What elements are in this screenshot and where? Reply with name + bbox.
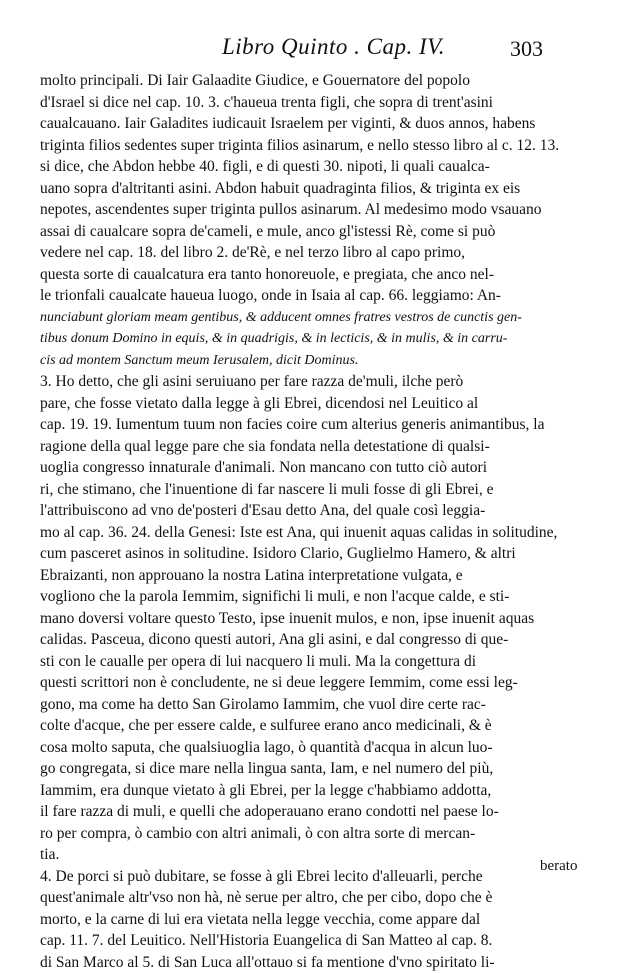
text-line: calidas. Pasceua, dicono questi autori, Ana gli asini, e dal congresso di que-	[40, 629, 600, 651]
page-header	[0, 34, 644, 70]
text-line: tia.	[40, 844, 600, 866]
text-line: gono, ma come ha detto San Girolamo Iammim, che vuol dire certe rac-	[40, 694, 600, 716]
text-line: le trionfali caualcate haueua luogo, onde in Isaia al cap. 66. leggiamo: An-	[40, 285, 600, 307]
text-line: si dice, che Abdon hebbe 40. figli, e di questi 30. nipoti, li quali caualca-	[40, 156, 600, 178]
text-line: 3. Ho detto, che gli asini seruiuano per fare razza de'muli, ilche però	[40, 371, 600, 393]
text-line: caualcauano. Iair Galadites iudicauit Israelem per viginti, & duos annos, habens	[40, 113, 600, 135]
text-line: morto, e la carne di lui era vietata nella legge vecchia, come appare dal	[40, 909, 600, 931]
text-line: uoglia congresso innaturale d'animali. Non mancano con tutto ciò autori	[40, 457, 600, 479]
text-line: nunciabunt gloriam meam gentibus, & adducent omnes fratres vestros de cunctis gen-	[40, 307, 600, 329]
text-line: cum pasceret asinos in solitudine. Isidoro Clario, Guglielmo Hamero, & altri	[40, 543, 600, 565]
text-line: quest'animale altr'vso non hà, nè serue per altro, che per cibo, dopo che è	[40, 887, 600, 909]
text-line: d'Israel si dice nel cap. 10. 3. c'haueua trenta figli, che sopra di trent'asini	[40, 92, 600, 114]
text-line: triginta filios sedentes super triginta filios asinarum, e nello stesso libro al c. 12. 13.	[40, 135, 600, 157]
text-line: il fare razza di muli, e quelli che adoperauano erano condotti nel paese lo-	[40, 801, 600, 823]
text-line: tibus donum Domino in equis, & in quadrigis, & in lecticis, & in mulis, & in carru-	[40, 328, 600, 350]
text-line: cosa molto saputa, che qualsiuoglia lago, ò quantità d'acqua in alcun luo-	[40, 737, 600, 759]
text-line: Ebraizanti, non approuano la nostra Latina interpretatione vulgata, e	[40, 565, 600, 587]
text-line: vedere nel cap. 18. del libro 2. de'Rè, e nel terzo libro al capo primo,	[40, 242, 600, 264]
text-line: mano doversi voltare questo Testo, ipse inuenit mulos, e non, ipse inuenit aquas	[40, 608, 600, 630]
text-line: pare, che fosse vietato dalla legge à gli Ebrei, dicendosi nel Leuitico al	[40, 393, 600, 415]
text-line: colte d'acque, che per essere calde, e sulfuree erano anco medicinali, & è	[40, 715, 600, 737]
text-line: 4. De porci si può dubitare, se fosse à gli Ebrei lecito d'alleuarli, perche	[40, 866, 600, 888]
text-line: go congregata, si dice mare nella lingua santa, Iam, e nel numero del più,	[40, 758, 600, 780]
catchword: berato	[540, 858, 577, 875]
text-line: nepotes, ascendentes super triginta pullos asinarum. Al medesimo modo vsauano	[40, 199, 600, 221]
text-line: vogliono che la parola Iemmim, significhi li muli, e non l'acque calde, e sti-	[40, 586, 600, 608]
text-line: sti con le caualle per opera di lui nacquero li muli. Ma la congettura di	[40, 651, 600, 673]
text-line: ragione della qual legge pare che sia fondata nella detestatione di qualsi-	[40, 436, 600, 458]
running-title: Libro Quinto . Cap. IV.	[222, 34, 445, 60]
text-line: ro per compra, ò cambio con altri animali, ò con altra sorte di mercan-	[40, 823, 600, 845]
text-line: cap. 19. 19. Iumentum tuum non facies coire cum alterius generis animantibus, la	[40, 414, 600, 436]
text-line: ri, che stimano, che l'inuentione di far nascere li muli fosse di gli Ebrei, e	[40, 479, 600, 501]
text-line: Iammim, era dunque vietato à gli Ebrei, per la legge c'habbiamo addotta,	[40, 780, 600, 802]
text-line: di San Marco al 5. di San Luca all'ottauo si fa mentione d'vno spiritato li-	[40, 952, 600, 973]
page-number: 303	[510, 36, 543, 62]
text-line: cis ad montem Sanctum meum Ierusalem, dicit Dominus.	[40, 350, 600, 372]
text-line: assai di caualcare sopra de'cameli, e mule, anco gl'istessi Rè, come si può	[40, 221, 600, 243]
text-body	[40, 70, 600, 973]
text-line: l'attribuiscono ad vno de'posteri d'Esau detto Ana, del quale così leggia-	[40, 500, 600, 522]
text-line: mo al cap. 36. 24. della Genesi: Iste est Ana, qui inuenit aquas calidas in solitudine,	[40, 522, 600, 544]
text-line: questa sorte di caualcatura era tanto honoreuole, e pregiata, che anco nel-	[40, 264, 600, 286]
text-line: cap. 11. 7. del Leuitico. Nell'Historia Euangelica di San Matteo al cap. 8.	[40, 930, 600, 952]
text-line: molto principali. Di Iair Galaadite Giudice, e Gouernatore del popolo	[40, 70, 600, 92]
text-line: uano sopra d'altritanti asini. Abdon habuit quadraginta filios, & triginta ex eis	[40, 178, 600, 200]
text-line: questi scrittori non è concludente, ne si deue leggere Iemmim, come essi leg-	[40, 672, 600, 694]
